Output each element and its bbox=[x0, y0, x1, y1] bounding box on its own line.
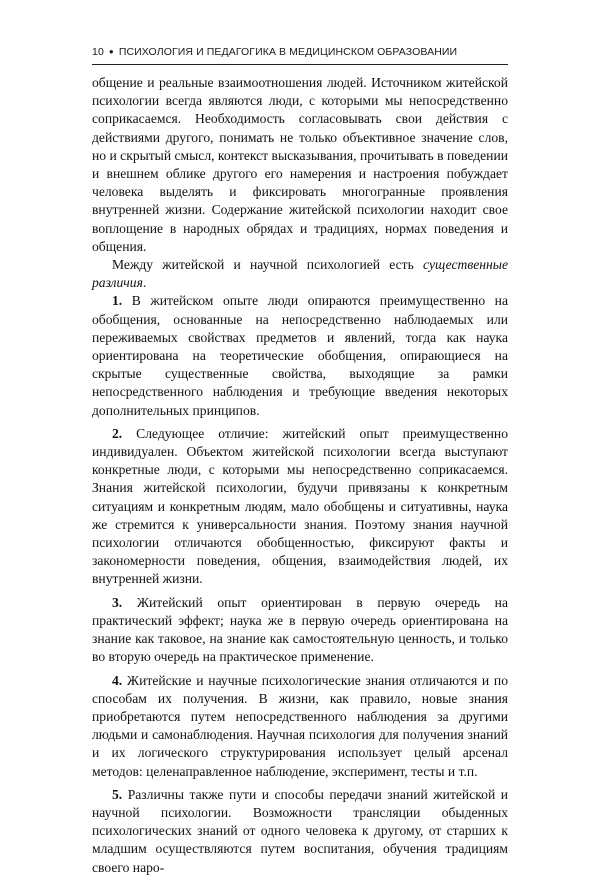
paragraph bbox=[92, 74, 508, 256]
paragraph-text: В житейском опыте люди опираются преимущественно на обобщения, основанные на непосредственно наблюдаемых или переживаемых свойствах предметов и явлений, тогда как наука ориентирована на теоретические обобщения, опирающиеся на скрытые существенные свойства, выходящие за рамки непосредственного наблюдения и требующие введения некоторых дополнительных принципов. bbox=[92, 293, 508, 418]
paragraph-text: Следующее отличие: житейский опыт преимущественно индивидуален. Объектом житейской психологии всегда выступают конкретные люди, с которыми мы непосредственно соприкасаемся. Знания житейской психологии, будучи привязаны к конкретным ситуациям и конкретным людям, мало обобщены и ситуативны, наука же стремится к универсальности знания. Поэтому знания научной психологии отличаются обобщенностью, фиксируют факты и закономерности поведения, общения, взаимодействия людей, их внутренней жизни. bbox=[92, 425, 508, 587]
page-number: 10 bbox=[92, 46, 104, 58]
body-text bbox=[92, 74, 508, 877]
emphasis-text: существенные различия bbox=[92, 257, 508, 291]
numbered-paragraph bbox=[92, 786, 508, 877]
item-number: 1. bbox=[112, 293, 123, 309]
item-number: 4. bbox=[112, 672, 123, 688]
paragraph bbox=[92, 256, 508, 292]
item-number: 5. bbox=[112, 786, 123, 802]
numbered-paragraph bbox=[92, 672, 508, 781]
item-number: 3. bbox=[112, 594, 123, 610]
bullet-icon: ● bbox=[108, 47, 114, 56]
paragraph-text: Житейские и научные психологические знания отличаются и по способам их получения. В жизни, как правило, новые знания приобретаются путем непосредственного наблюдения за другими людьми и самонаблюдения. Научная психология для получения знаний и их логического структурирования использует целый арсенал методов: целенаправленное наблюдение, эксперимент, тесты и т.п. bbox=[92, 672, 508, 779]
numbered-paragraph bbox=[92, 594, 508, 667]
numbered-paragraph bbox=[92, 425, 508, 589]
numbered-paragraph bbox=[92, 292, 508, 419]
paragraph-text: Житейский опыт ориентирован в первую очередь на практический эффект; наука же в первую очередь ориентирована на знание как таковое, на знание как самостоятельную ценность, и только во вторую очередь на практическое применение. bbox=[92, 594, 508, 665]
header-rule bbox=[92, 64, 508, 65]
running-head-title: ПСИХОЛОГИЯ И ПЕДАГОГИКА В МЕДИЦИНСКОМ ОБРАЗОВАНИИ bbox=[118, 46, 458, 58]
paragraph-text: Между житейской и научной психологией есть bbox=[112, 257, 424, 273]
paragraph-text: . bbox=[142, 275, 147, 291]
running-head bbox=[92, 46, 508, 58]
item-number: 2. bbox=[112, 425, 123, 441]
paragraph-text: общение и реальные взаимоотношения людей. Источником житейской психологии всегда являются люди, с которыми мы непосредственно соприкасаемся. Необходимость согласовывать свои действия с действиями другого, понимать не только объективное значение слов, но и скрытый смысл, контекст высказывания, прочитывать в поведении и внешнем облике другого его намерения и настроения побуждает человека выделять и фиксировать многогранные проявления внутренней жизни. Содержание житейской психологии находит свое воплощение в народных обрядах и традициях, нормах поведения и общения. bbox=[92, 75, 508, 254]
paragraph-text: Различны также пути и способы передачи знаний житейской и научной психологии. Возможности трансляции обыденных психологических знаний от одного человека к другому, от старших к младшим осуществляются путем воспитания, обучения традициям своего наро- bbox=[92, 786, 508, 875]
